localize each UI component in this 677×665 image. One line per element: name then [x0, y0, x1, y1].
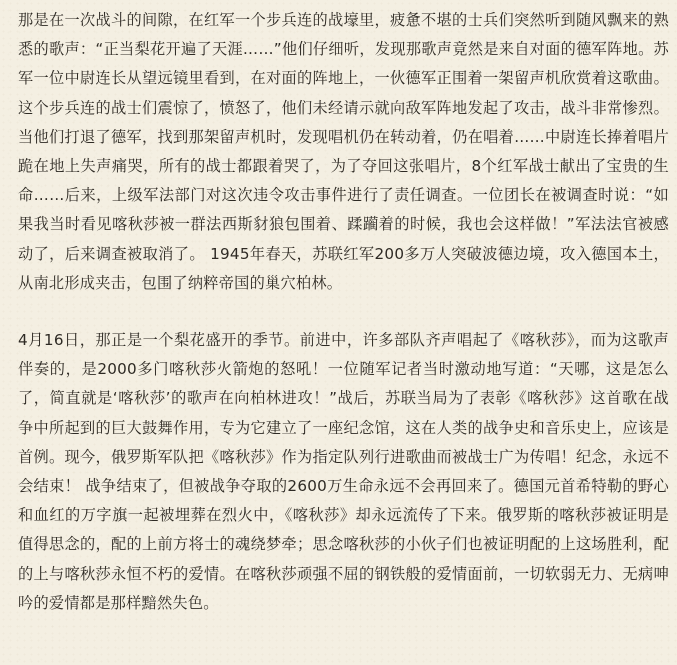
article-body [18, 6, 669, 618]
article-paragraph: 那是在一次战斗的间隙，在红军一个步兵连的战壕里，疲惫不堪的士兵们突然听到随风飘来的熟悉的歌声：“正当梨花开遍了天涯……”他们仔细听，发现那歌声竟然是来自对面的德军阵地。苏军一位中尉连长从望远镜里看到，在对面的阵地上，一伙德军正围着一架留声机欣赏着这歌曲。这个步兵连的战士们震惊了，愤怒了，他们未经请示就向敌军阵地发起了攻击，战斗非常惨烈。当他们打退了德军，找到那架留声机时，发现唱机仍在转动着，仍在唱着……中尉连长捧着唱片跪在地上失声痛哭，所有的战士都跟着哭了，为了夺回这张唱片，8个红军战士献出了宝贵的生命……后来，上级军法部门对这次违令攻击事件进行了责任调查。一位团长在被调查时说：“如果我当时看见喀秋莎被一群法西斯豺狼包围着、蹂躏着的时候，我也会这样做！”军法法官被感动了，后来调查被取消了。 1945年春天，苏联红军200多万人突破波德边境，攻入德国本土，从南北形成夹击，包围了纳粹帝国的巢穴柏林。 [18, 11, 669, 292]
article-paragraph: 4月16日，那正是一个梨花盛开的季节。前进中，许多部队齐声唱起了《喀秋莎》，而为这歌声伴奏的，是2000多门喀秋莎火箭炮的怒吼！一位随军记者当时激动地写道：“天哪，这是怎么了，简直就是‘喀秋莎’的歌声在向柏林进攻！”战后，苏联当局为了表彰《喀秋莎》这首歌在战争中所起到的巨大鼓舞作用，专为它建立了一座纪念馆，这在人类的战争史和音乐史上，应该是首例。现今，俄罗斯军队把《喀秋莎》作为指定队列行进歌曲而被战士广为传唱！纪念，永远不会结束！ 战争结束了，但被战争夺取的2600万生命永远不会再回来了。德国元首希特勒的野心和血红的万字旗一起被埋葬在烈火中，《喀秋莎》却永远流传了下来。俄罗斯的喀秋莎被证明是值得思念的，配的上前方将士的魂绕梦牵；思念喀秋莎的小伙子们也被证明配的上这场胜利，配的上与喀秋莎永恒不朽的爱情。在喀秋莎顽强不屈的钢铁般的爱情面前，一切软弱无力、无病呻吟的爱情都是那样黯然失色。 [18, 331, 669, 612]
